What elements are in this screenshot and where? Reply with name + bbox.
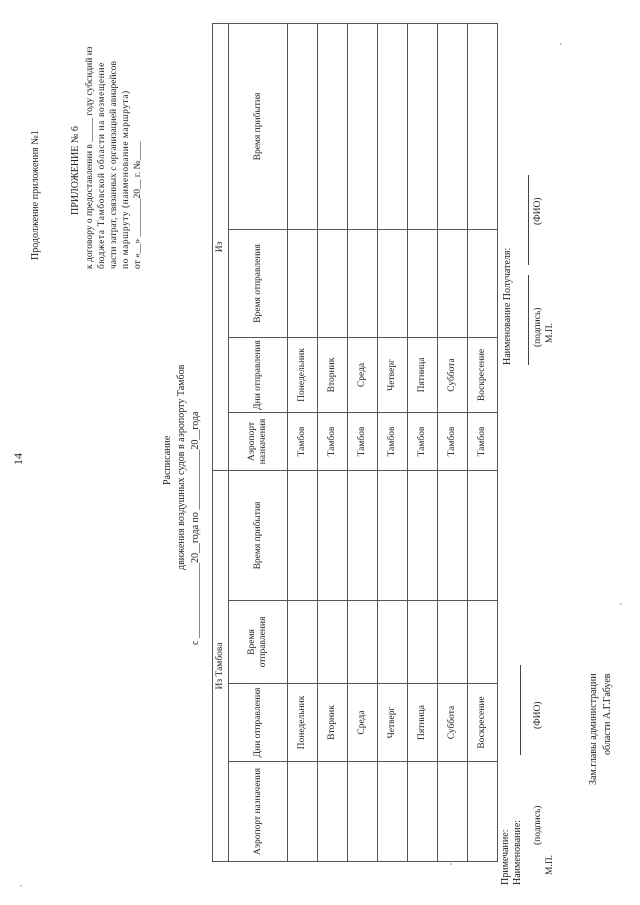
departure-time-cell [468,229,498,337]
day-cell: Суббота [438,337,468,412]
arrival-time-cell [378,470,408,600]
departure-time-cell [318,229,348,337]
arrival-time-cell [438,23,468,229]
header-destination: Аэропорт назначения [229,762,288,862]
table-row [408,23,438,861]
schedule-subtitle: движения воздушных судов в аэропорту Тамбов [176,364,187,570]
fio-line [528,175,529,265]
signature-caption: (подпись) [533,307,543,347]
destination-cell: Тамбов [288,412,318,470]
arrival-time-cell [348,23,378,229]
appendix-line-1: к договору о предоставлении в _____ году субсидий из [85,46,95,269]
departure-time-cell [408,229,438,337]
table-row [468,23,498,861]
destination-cell [378,762,408,862]
destination-cell: Тамбов [408,412,438,470]
group-header-from-tambov: Из Тамбова [213,470,229,861]
destination-cell: Тамбов [378,412,408,470]
destination-cell: Тамбов [438,412,468,470]
arrival-time-cell [468,470,498,600]
departure-time-cell [348,601,378,684]
signature-line [520,665,521,755]
table-row [348,23,378,861]
day-cell: Воскресение [468,337,498,412]
arrival-time-cell [468,23,498,229]
appendix-line-3: части затрат, связанных с организацией авиарейсов [109,60,119,269]
destination-cell [468,762,498,862]
arrival-time-cell [348,470,378,600]
arrival-time-cell [378,23,408,229]
header-departure-time: Время отправления [229,229,288,337]
table-row [288,23,318,861]
departure-time-cell [468,601,498,684]
arrival-time-cell [408,23,438,229]
arrival-time-cell [408,470,438,600]
stamp-mark: М.П. [545,854,555,875]
appendix-line-5: от «__» ________20__ г. №____ [133,141,143,269]
scan-speckle [450,863,452,865]
destination-cell: Тамбов [348,412,378,470]
day-cell: Среда [348,684,378,762]
departure-time-cell [288,601,318,684]
departure-time-cell [318,601,348,684]
approval-line-2: области А.Г.Габуев [602,673,613,755]
destination-cell [318,762,348,862]
day-cell: Понедельник [288,337,318,412]
stamp-mark: М.П. [545,322,555,343]
day-cell: Четверг [378,684,408,762]
appendix-line-2: бюджета Тамбовской области на возмещение [97,62,107,269]
departure-time-cell [378,601,408,684]
header-destination: Аэропорт назначения [229,412,288,470]
departure-time-cell [438,601,468,684]
page-number: 14 [11,453,25,465]
table-row [438,23,468,861]
departure-time-cell [438,229,468,337]
day-cell: Вторник [318,684,348,762]
arrival-time-cell [288,470,318,600]
continuation-note: Продолжение приложения №1 [30,130,41,260]
day-cell: Четверг [378,337,408,412]
schedule-period: с _______________20__года по ____________20__года [190,411,201,645]
table-row [318,23,348,861]
day-cell: Пятница [408,684,438,762]
note-label: Примечание: [500,829,511,885]
header-days: Дни отправления [229,684,288,762]
departure-time-cell [348,229,378,337]
day-cell: Суббота [438,684,468,762]
fio-caption: (ФИО) [533,197,543,225]
day-cell: Вторник [318,337,348,412]
appendix-title: ПРИЛОЖЕНИЕ № 6 [70,126,81,215]
destination-cell [288,762,318,862]
arrival-time-cell [288,23,318,229]
schedule-title: Расписание [162,435,173,485]
day-cell: Среда [348,337,378,412]
day-cell: Воскресение [468,684,498,762]
destination-cell: Тамбов [468,412,498,470]
approval-line-1: Зам.главы администрации [588,673,599,785]
table-row [378,23,408,861]
destination-cell [438,762,468,862]
destination-cell [348,762,378,862]
appendix-line-4: по маршруту (наименование маршрута) [121,90,131,269]
recipient-label: Наименование Получателя: [502,247,513,365]
arrival-time-cell [438,470,468,600]
departure-time-cell [288,229,318,337]
signature-line [528,275,529,365]
header-days: Дни отправления [229,337,288,412]
departure-time-cell [378,229,408,337]
scan-speckle [620,603,622,605]
header-arrival-time: Время прибытия [229,470,288,600]
header-departure-time: Время отправления [229,601,288,684]
arrival-time-cell [318,23,348,229]
header-arrival-time: Время прибытия [229,23,288,229]
scan-speckle [20,885,22,887]
day-cell: Пятница [408,337,438,412]
fio-caption: (ФИО) [533,701,543,729]
destination-cell: Тамбов [318,412,348,470]
destination-cell [408,762,438,862]
scan-speckle [560,43,562,45]
departure-time-cell [408,601,438,684]
group-header-to-tambov: Из [213,23,229,470]
signature-caption: (подпись) [533,805,543,845]
name-label: Наименование: [512,819,523,885]
schedule-table [212,23,498,862]
day-cell: Понедельник [288,684,318,762]
arrival-time-cell [318,470,348,600]
